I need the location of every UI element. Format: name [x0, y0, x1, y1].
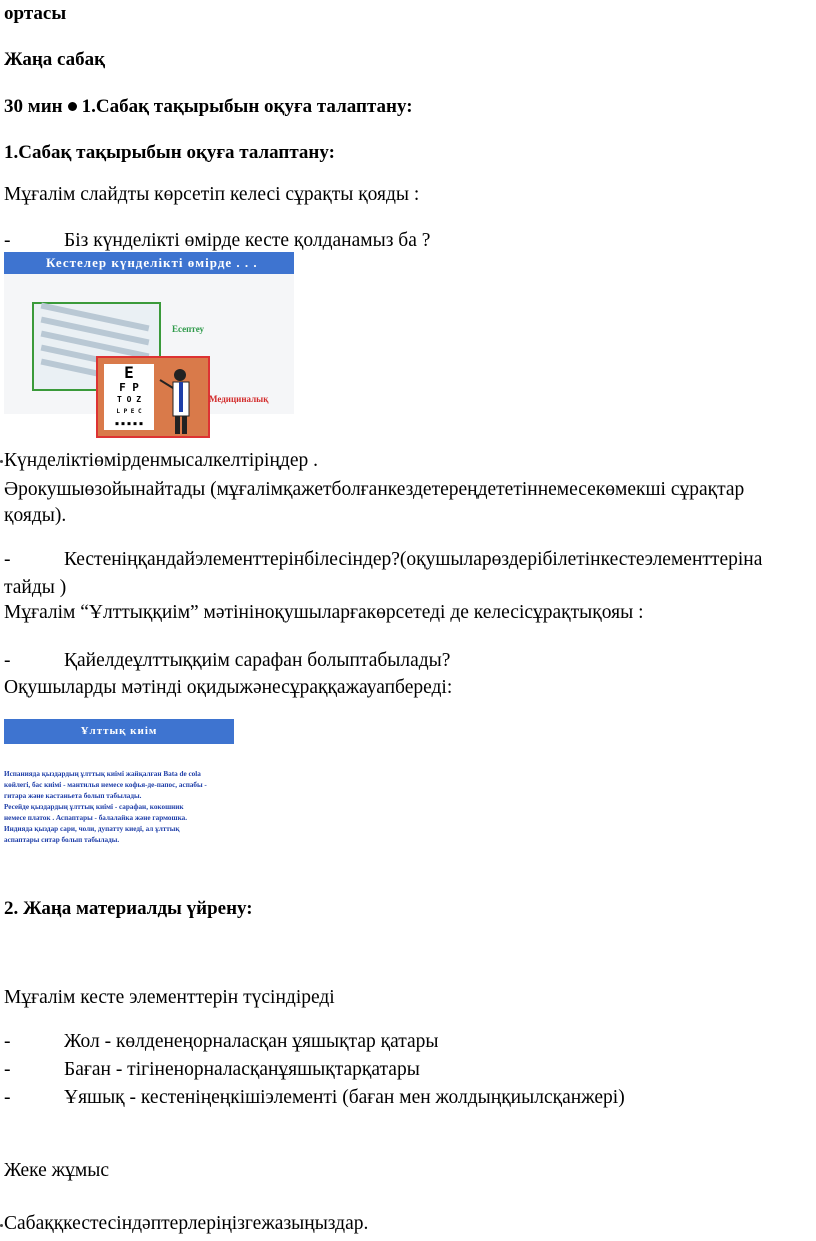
national-clothing-image [4, 719, 234, 849]
question-text: Біз күнделікті өмірде кесте қолданамыз ба ? [64, 230, 431, 251]
duration-label: 30 мин [4, 96, 63, 117]
image1-banner: Кестелер күнделікті өмірде . . . [4, 252, 294, 274]
definition-text: Ұяшық - кестеніңеңкішіэлементі (баған мен жолдыңқиылсқанжері) [64, 1087, 625, 1108]
tables-in-life-image [4, 252, 294, 427]
each-student-line: Әрокушыөзойынайтады (мұғалімқажетболғанкездетереңдететіннемесекөмекші сұрақтар [4, 479, 745, 500]
task-line: Сабаққкестесіндәптерлеріңізгежазыңыздар. [4, 1213, 369, 1234]
step-title: 1.Сабақ тақырыбын оқуға талаптану: [81, 96, 413, 117]
teacher-text-line: Мұғалім “Ұлттыққиім” мәтініноқушыларғакөрсетеді де келесісұрақтықояы : [4, 602, 644, 623]
individual-work-heading: Жеке жұмыс [4, 1160, 109, 1181]
examples-line: Күнделіктіөмірденмысалкелтіріңдер . [4, 450, 318, 471]
line-30-min [4, 95, 413, 119]
dash-marker: - [4, 650, 11, 671]
image2-banner: Ұлттық киім [4, 719, 234, 744]
bullet-icon [68, 102, 77, 111]
eye-chart: E F P T O Z L P E C ■ ■ ■ ■ ■ [104, 364, 154, 430]
teacher-slide-line: Мұғалім слайдты көрсетіп келесі сұрақты қояды : [4, 184, 420, 205]
definition-text: Баған - тігіненорналасқанұяшықтарқатары [64, 1059, 420, 1080]
dash-marker: - [4, 1031, 11, 1052]
image1-panel [4, 274, 294, 427]
image2-text: Испанияда қыздардың ұлттық киімі жайқалған Bata de cola көйлегі, бас киімі - мантилья немесе кофья-де-папос, аспабы - гитара және кастаньета болып табылады. Ресейде қыздардың ұлттық киімі - сарафан, кокошник немесе платок . Аспаптары - балалайка және гармошка. Индияда қыздар сари, чоли, дупатту киеді, ал ұлттық аспаптары ситар болып табылады. [4, 770, 207, 844]
dash-marker: - [4, 1087, 11, 1108]
label-calculation: Есептеу [172, 324, 204, 334]
label-medical: Медициналық [209, 394, 269, 404]
heading-new-lesson: Жаңа сабақ [4, 49, 106, 70]
question-line-2-end: тайды ) [4, 577, 67, 598]
doctor-icon [160, 368, 194, 434]
question-continuation: қояды). [4, 505, 67, 526]
heading-new-material: 2. Жаңа материалды үйрену: [4, 898, 253, 919]
dash-marker: - [4, 1059, 11, 1080]
step-heading: 1.Сабақ тақырыбын оқуға талаптану: [4, 142, 335, 163]
definition-text: Жол - көлденеңорналасқан ұяшықтар қатары [64, 1031, 439, 1052]
dash-marker: - [4, 230, 11, 251]
question-text: Кестеніңқандайэлементтерінбілесіндер?(оқушыларөздерібілетінкестеэлементтеріна [64, 549, 763, 570]
teacher-explains-line: Мұғалім кесте элементтерін түсіндіреді [4, 987, 335, 1008]
dash-marker: - [4, 549, 11, 570]
tiny-marker [0, 1224, 3, 1227]
eye-chart-illustration [96, 356, 210, 438]
students-read-line: Оқушыларды мәтінді оқидыжәнесұраққажауапбереді: [4, 677, 453, 698]
tiny-marker [0, 460, 3, 463]
line-ortasy: ортасы [4, 3, 67, 24]
question-text: Қайелдеұлттыққиім сарафан болыптабылады? [64, 650, 451, 671]
